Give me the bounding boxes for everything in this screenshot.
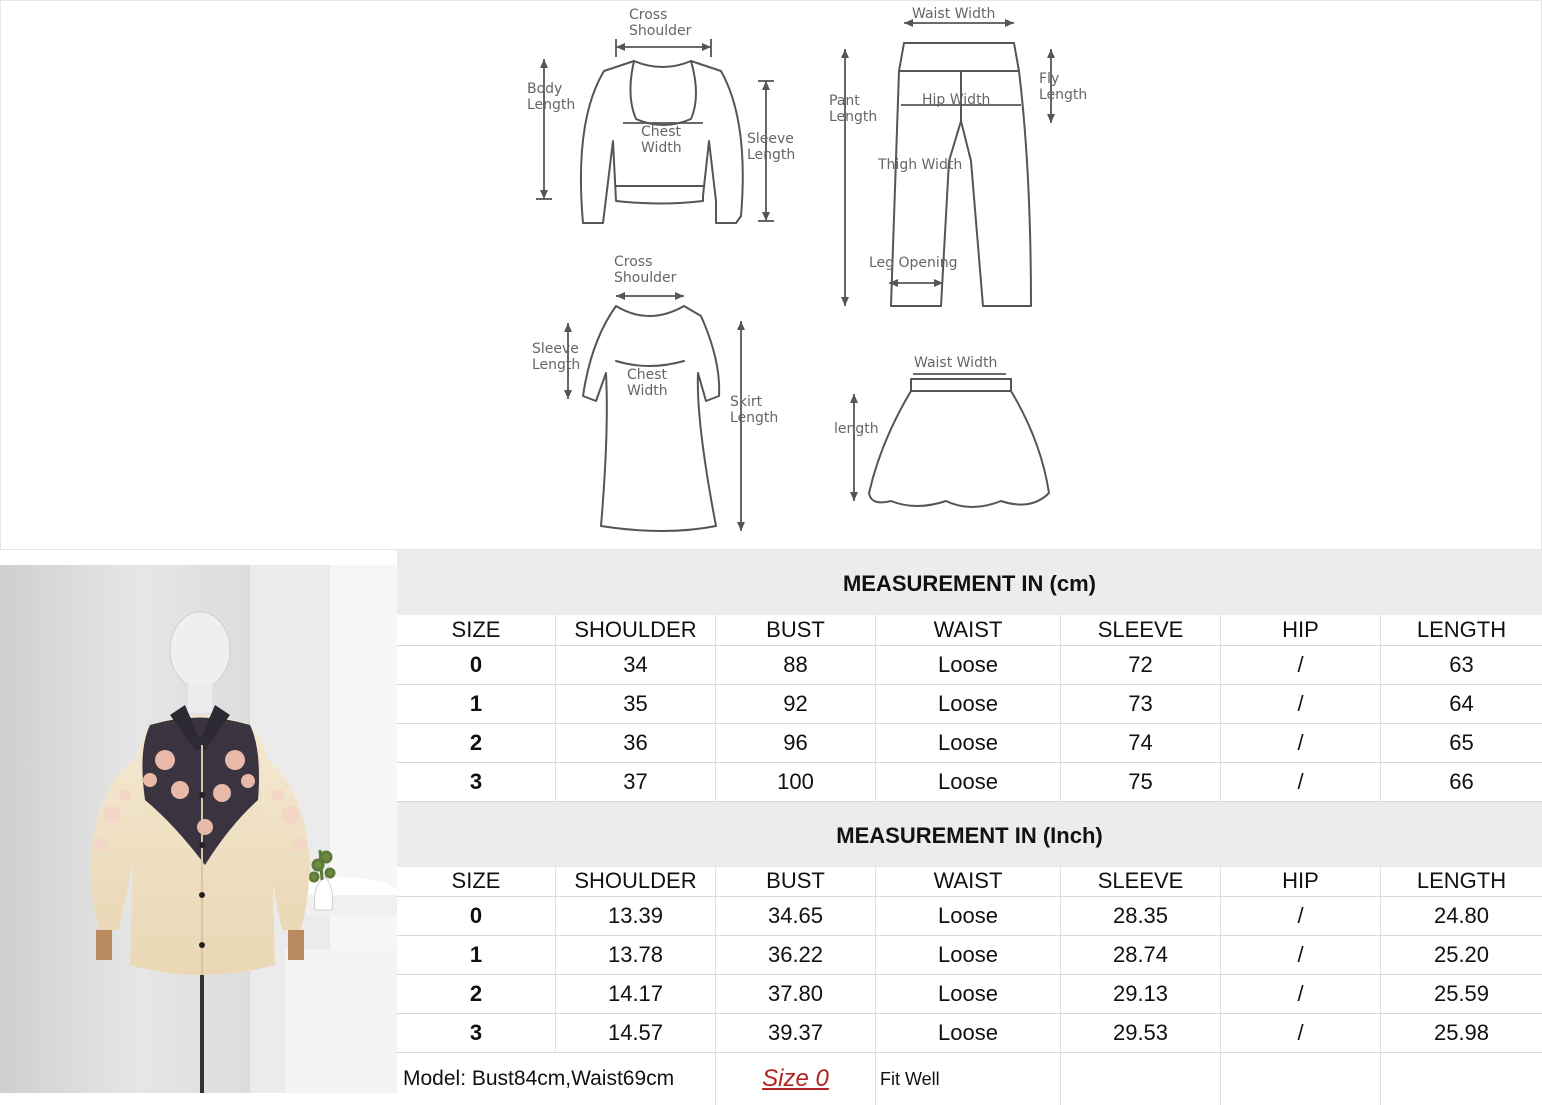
label-skirt-length: Skirt Length: [730, 394, 779, 426]
value-cell: 28.35: [1061, 897, 1221, 935]
value-cell: Loose: [876, 975, 1061, 1013]
value-cell: Loose: [876, 646, 1061, 684]
label-pant-length: Pant Length: [829, 93, 878, 125]
value-cell: Loose: [876, 936, 1061, 974]
value-cell: 24.80: [1433, 903, 1490, 928]
model-size: Size 0: [762, 1065, 829, 1092]
column-header: LENGTH: [1416, 868, 1507, 893]
label-body-length: Body Length: [527, 81, 576, 113]
model-empty-cell: [1061, 1053, 1221, 1105]
label-leg-opening: Leg Opening: [869, 255, 958, 271]
value-cell: 34.65: [716, 897, 876, 935]
value-cell: 65: [1449, 730, 1474, 755]
column-header: HIP: [1221, 615, 1381, 645]
size-cell: 1: [397, 936, 556, 974]
column-header: SIZE: [397, 866, 556, 896]
value-cell: 73: [1061, 685, 1221, 723]
size-cell: 1: [397, 685, 556, 723]
dress-sketch: [583, 306, 719, 531]
blouse-on-mannequin-image: [0, 565, 397, 1093]
value-cell: 29.13: [1061, 975, 1221, 1013]
label-cross-shoulder-top: Cross Shoulder: [629, 7, 692, 39]
column-header: LENGTH: [1416, 617, 1507, 642]
value-cell: 37.80: [716, 975, 876, 1013]
model-empty-cell: [1221, 1053, 1381, 1105]
column-header: SHOULDER: [556, 615, 716, 645]
value-cell: 75: [1061, 763, 1221, 801]
value-cell: Loose: [876, 897, 1061, 935]
value-cell: 96: [716, 724, 876, 762]
model-info-row: [397, 1053, 1542, 1105]
table-title-inch: MEASUREMENT IN (Inch): [397, 802, 1542, 867]
table-title-cm: MEASUREMENT IN (cm): [397, 550, 1542, 615]
value-cell: /: [1221, 646, 1381, 684]
column-header: BUST: [716, 866, 876, 896]
model-fit: Fit Well: [876, 1053, 1061, 1105]
value-cell: 13.39: [556, 897, 716, 935]
model-size-cell: [716, 1053, 876, 1105]
value-cell: 66: [1449, 769, 1474, 794]
value-cell: 34: [556, 646, 716, 684]
model-measurements: Model: Bust84cm,Waist69cm: [397, 1053, 716, 1105]
header-row: [397, 866, 1542, 897]
table-row: [397, 685, 1542, 724]
value-cell: 63: [1449, 652, 1474, 677]
value-cell: 25.20: [1433, 942, 1490, 967]
label-waist-width-skirt: Waist Width: [914, 355, 998, 371]
value-cell: /: [1221, 936, 1381, 974]
value-cell: 36.22: [716, 936, 876, 974]
size-cell: 3: [397, 763, 556, 801]
table-row: [397, 897, 1542, 936]
label-thigh-width: Thigh Width: [878, 157, 963, 173]
size-cell: 0: [397, 897, 556, 935]
size-cell: 2: [397, 975, 556, 1013]
value-cell: /: [1221, 1014, 1381, 1052]
product-photo: [0, 565, 397, 1093]
value-cell: 29.53: [1061, 1014, 1221, 1052]
label-waist-width-pants: Waist Width: [912, 6, 996, 22]
table-row: [397, 763, 1542, 802]
value-cell: 72: [1061, 646, 1221, 684]
value-cell: 100: [716, 763, 876, 801]
value-cell: 39.37: [716, 1014, 876, 1052]
table-row: [397, 646, 1542, 685]
column-header: SHOULDER: [556, 866, 716, 896]
label-sleeve-length-top: Sleeve Length: [747, 131, 796, 163]
column-header: SLEEVE: [1061, 615, 1221, 645]
column-header: WAIST: [876, 615, 1061, 645]
value-cell: 37: [556, 763, 716, 801]
label-length-skirt: length: [834, 421, 879, 437]
size-cell: 3: [397, 1014, 556, 1052]
table-row: [397, 724, 1542, 763]
table-row: [397, 975, 1542, 1014]
value-cell: 14.17: [556, 975, 716, 1013]
value-cell: 14.57: [556, 1014, 716, 1052]
size-cell: 2: [397, 724, 556, 762]
value-cell: 92: [716, 685, 876, 723]
label-fly-length: Fly Length: [1039, 71, 1088, 103]
header-row: [397, 615, 1542, 646]
value-cell: 25.98: [1433, 1020, 1490, 1045]
label-hip-width: Hip Width: [922, 92, 991, 108]
column-header: BUST: [716, 615, 876, 645]
value-cell: 28.74: [1061, 936, 1221, 974]
value-cell: 36: [556, 724, 716, 762]
size-chart-table: [397, 550, 1542, 1105]
value-cell: Loose: [876, 724, 1061, 762]
value-cell: /: [1221, 685, 1381, 723]
column-header: SLEEVE: [1061, 866, 1221, 896]
value-cell: /: [1221, 763, 1381, 801]
value-cell: 25.59: [1433, 981, 1490, 1006]
label-chest-width-top: Chest Width: [641, 124, 682, 156]
size-cell: 0: [397, 646, 556, 684]
garment-sketches: [1, 1, 1542, 551]
table-row: [397, 1014, 1542, 1053]
column-header: HIP: [1221, 866, 1381, 896]
value-cell: /: [1221, 897, 1381, 935]
value-cell: 64: [1449, 691, 1474, 716]
value-cell: 13.78: [556, 936, 716, 974]
value-cell: /: [1221, 975, 1381, 1013]
value-cell: /: [1221, 724, 1381, 762]
value-cell: 35: [556, 685, 716, 723]
label-sleeve-length-dress: Sleeve Length: [532, 341, 581, 373]
value-cell: Loose: [876, 1014, 1061, 1052]
label-chest-width-dress: Chest Width: [627, 367, 668, 399]
value-cell: 88: [716, 646, 876, 684]
column-header: SIZE: [397, 615, 556, 645]
measurement-diagram: [0, 0, 1542, 550]
column-header: WAIST: [876, 866, 1061, 896]
value-cell: Loose: [876, 763, 1061, 801]
table-row: [397, 936, 1542, 975]
value-cell: Loose: [876, 685, 1061, 723]
value-cell: 74: [1061, 724, 1221, 762]
label-cross-shoulder-dress: Cross Shoulder: [614, 254, 677, 286]
skirt-sketch: [869, 379, 1049, 507]
model-empty-cell: [1381, 1053, 1542, 1105]
